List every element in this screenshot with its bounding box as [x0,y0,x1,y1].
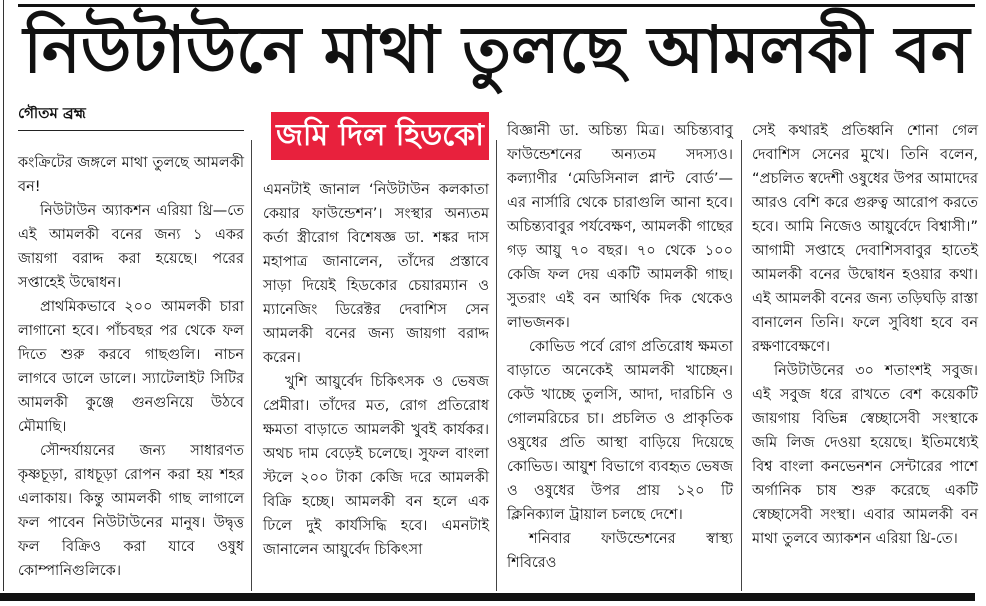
paragraph: নিউটাউন অ্যাকশন এরিয়া থ্রি—তে এই আমলকী বনের জন্য ১ একর জায়গা বরাদ্দ করা হয়েছে। পরের সপ্তাহেই উদ্বোধন। [18,203,244,291]
bottom-rule [0,593,975,601]
paragraph: সেই কথারই প্রতিধ্বনি শোনা গেল দেবাশিস সেনের মুখে। তিনি বলেন, “প্রচলিত স্বদেশী ওষুধের উপর আমাদের আরও বেশি করে গুরুত্ব আরোপ করতে হবে। আমি নিজেও আয়ুর্বেদে বিশ্বাসী।” আগামী সপ্তাহে দেবাশিসবাবুর হাতেই আমলকী বনের উদ্বোধন হওয়ার কথা। এই আমলকী বনের জন্য তড়িঘড়ি রাস্তা বানালেন তিনি। ফলে সুবিধা হবে বন রক্ষণাবেক্ষণে। [752,123,978,355]
column-divider [496,140,497,591]
paragraph: এমনটাই জানাল ‘নিউটাউন কলকাতা কেয়ার ফাউন্ডেশন’। সংস্থার অন্যতম কর্তা স্ত্রীরোগ বিশেষজ্ঞ ডা. শঙ্কর দাস মহাপাত্র জানালেন, তাঁদের প্রস্তাবে সাড়া দিয়েই হিডকোর চেয়ারম্যান ও ম্যানেজিং ডিরেক্টর দেবাশিস সেন আমলকী বনের জন্য জায়গা বরাদ্দ করেন। [263,182,489,366]
kicker-banner: জমি দিল হিডকো [271,112,489,160]
column-1 [18,100,244,583]
paragraph: প্রাথমিকভাবে ২০০ আমলকী চারা লাগানো হবে। পাঁচবছর পর থেকে ফল দিতে শুরু করবে গাছগুলি। নাচন লাগবে ডালে ডালে। স্যাটেলাইট সিটির আমলকী কুঞ্জে গুনগুনিয়ে উঠবে মৌমাছি। [18,299,244,435]
column-divider [251,140,252,591]
paragraph: খুশি আয়ুর্বেদ চিকিৎসক ও ভেষজ প্রেমীরা। তাঁদের মত, রোগ প্রতিরোধ ক্ষমতা বাড়াতে আমলকী খুবই কার্যকর। অথচ দাম বেড়েই চলেছে। সুফল বাংলা স্টলে ২০০ টাকা কেজি দরে আমলকী বিক্রি হচ্ছে। আমলকী বন হলে এক ঢিলে দুই কার্যসিদ্ধি হবে। এমনটাই জানালেন আয়ুর্বেদ চিকিৎসা [263,374,489,558]
paragraph: বিজ্ঞানী ডা. অচিন্ত্য মিত্র। অচিন্ত্যবাবু ফাউন্ডেশনের অন্যতম সদস্যও। কল্যাণীর ‘মেডিসিনাল প্লান্ট বোর্ড’—এর নার্সারি থেকে চারাগুলি আনা হবে। অচিন্ত্যবাবুর পর্যবেক্ষণ, আমলকী গাছের গড় আয়ু ৭০ বছর। ৭০ থেকে ১০০ কেজি ফল দেয় একটি আমলকী গাছ। সুতরাং এই বন আর্থিক দিক থেকেও লাভজনক। [507,123,733,331]
top-rule [18,4,975,7]
paragraph: কোভিড পর্বে রোগ প্রতিরোধ ক্ষমতা বাড়াতে অনেকেই আমলকী খাচ্ছেন। কেউ খাচ্ছে তুলসি, আদা, দারচিনি ও গোলমরিচের চা। প্রচলিত ও প্রাকৃতিক ওষুধের প্রতি আস্থা বাড়িয়ে দিয়েছে কোভিড। আয়ুশ বিভাগে ব্যবহৃত ভেষজ ও ওষুধের উপর প্রায় ১২০ টি ক্লিনিক্যাল ট্রায়াল চলছে দেশে। [507,339,733,523]
column-divider [741,140,742,591]
column-3 [507,119,733,575]
column-4 [752,119,978,551]
headline: নিউটাউনে মাথা তুলছে আমলকী বন [23,13,970,88]
paragraph: কংক্রিটের জঙ্গলে মাথা তুলছে আমলকী বন! [18,155,244,195]
column-2 [263,100,489,562]
left-border-rule [3,0,4,591]
paragraph: সৌন্দর্যায়নের জন্য সাধারণত কৃষ্ণচূড়া, রাধচূড়া রোপন করা হয় শহর এলাকায়। কিন্তু আমলকী গাছ লাগালে ফল পাবেন নিউটাউনের মানুষ। উদ্বৃত্ত ফল বিক্রিও করা যাবে ওষুধ কোম্পানিগুলিকে। [18,443,244,579]
byline: গৌতম ব্রহ্ম [18,100,244,131]
paragraph: শনিবার ফাউন্ডেশনের স্বাস্থ্য শিবিরেও [507,531,733,571]
paragraph: নিউটাউনের ৩০ শতাংশই সবুজ। এই সবুজ ধরে রাখতে বেশ কয়েকটি জায়গায় বিভিন্ন স্বেচ্ছাসেবী সংস্থাকে জমি লিজ দেওয়া হয়েছে। ইতিমধ্যেই বিশ্ব বাংলা কনভেনশন সেন্টারের পাশে অর্গানিক চাষ শুরু করেছে একটি স্বেচ্ছাসেবী সংস্থা। এবার আমলকী বন মাথা তুলবে অ্যাকশন এরিয়া থ্রি-তে। [752,363,978,547]
